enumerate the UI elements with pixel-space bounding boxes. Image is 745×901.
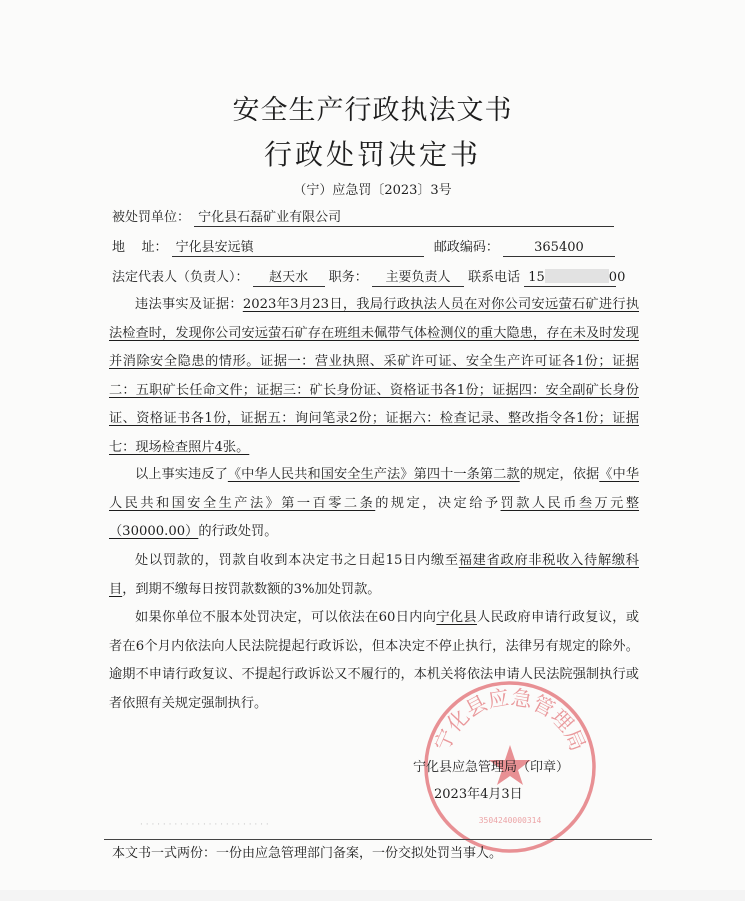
document-title: 安全生产行政执法文书	[232, 95, 513, 126]
rep-row	[112, 266, 626, 287]
appeal-government: 宁化县	[436, 610, 477, 625]
payment-account: 福建省政府非税收入待解缴科目	[109, 553, 639, 597]
address-value: 宁化县安远镇	[172, 239, 424, 257]
redaction-mask	[583, 269, 609, 283]
law-clause-2: 《中华人民共和国安全生产法》第一百零二条	[109, 467, 640, 511]
facts-paragraph: 违法事实及证据：2023年3月23日，我局行政执法人员在对你公司安远萤石矿进行执法检查时，发现你公司安远萤石矿存在班组未佩带气体检测仪的重大隐患，存在未及时发现并消除安全隐患的情形。证据一：营业执照、采矿许可证、安全生产许可证各1份；证据二：五职矿长任命文件；证据三：矿长身份证、资格证书各1份；证据四：安全副矿长身份证、资格证书各1份，证据五：询问笔录2份；证据六：检查记录、整改指令各1份；证据七：现场检查照片4张。	[109, 297, 640, 455]
document-number: （宁）应急罚〔2023〕3号	[293, 183, 452, 198]
payment-paragraph: 处以罚款的，罚款自收到本决定书之日起15日内缴至福建省政府非税收入待解缴科目，到期不缴每日按罚款数额的3%加处罚款。	[109, 553, 639, 597]
unit-label: 被处罚单位：	[112, 210, 191, 225]
appeal-paragraph: 如果你单位不服本处罚决定，可以依法在60日内向宁化县人民政府申请行政复议，或者在6个月内依法向人民法院提起行政诉讼，但本决定不停止执行，法律另有规定的除外。逾期不申请行政复议、不提起行政诉讼又不履行的，本机关将依法申请人民法院强制执行或者依照有关规定强制执行。	[109, 610, 640, 711]
phone-label: 联系电话	[468, 270, 521, 285]
seal-ring-text: 宁化县应急管理局	[429, 685, 591, 755]
address-row	[112, 236, 615, 257]
issue-date: 2023年4月3日	[434, 787, 523, 802]
penalty-amount: 罚款人民币叁万元整（30000.00）	[109, 495, 640, 539]
facts-text: 2023年3月23日，我局行政执法人员在对你公司安远萤石矿进行执法检查时，发现你公司安远萤石矿存在班组未佩带气体检测仪的重大隐患，存在未及时发现并消除安全隐患的情形。证据一：营业执照、采矿许可证、安全生产许可证各1份；证据二：五职矿长任命文件；证据三：矿长身份证、资格证书各1份；证据四：安全副矿长身份证、资格证书各1份，证据五：询问笔录2份；证据六：检查记录、整改指令各1份；证据七：现场检查照片4张。	[109, 297, 640, 455]
phone-value: 15 00	[524, 269, 616, 287]
issuing-organization: 宁化县应急管理局（印章）	[413, 760, 570, 775]
postal-value: 365400	[503, 239, 615, 257]
seal-number: 3504240000314	[478, 816, 542, 825]
unit-value: 宁化县石磊矿业有限公司	[194, 209, 614, 227]
violation-paragraph: 以上事实违反了《中华人民共和国安全生产法》第四十一条第二款的规定，依据《中华人民共和国安全生产法》第一百零二条的规定，决定给予罚款人民币叁万元整（30000.00）的行政处罚。	[109, 467, 640, 539]
address-label: 地 址：	[112, 240, 168, 255]
document-subtitle: 行政处罚决定书	[263, 138, 481, 171]
law-clause-1: 《中华人民共和国安全生产法》第四十一条第二款	[227, 467, 520, 482]
unit-row	[112, 206, 614, 227]
rep-label: 法定代表人（负责人）：	[112, 270, 249, 285]
redaction-mask	[545, 269, 583, 283]
footer-divider	[104, 839, 652, 840]
rep-name: 赵天水	[253, 269, 325, 287]
duty-value: 主要负责人	[372, 269, 464, 287]
postal-label: 邮政编码：	[433, 240, 499, 255]
duty-label: 职务：	[328, 270, 368, 285]
bleed-through-text: · · · · · · · · · · · · · · · · · · · · · · ·	[140, 820, 269, 830]
footer-note: 本文书一式两份：一份由应急管理部门备案，一份交拟处罚当事人。	[112, 846, 503, 861]
